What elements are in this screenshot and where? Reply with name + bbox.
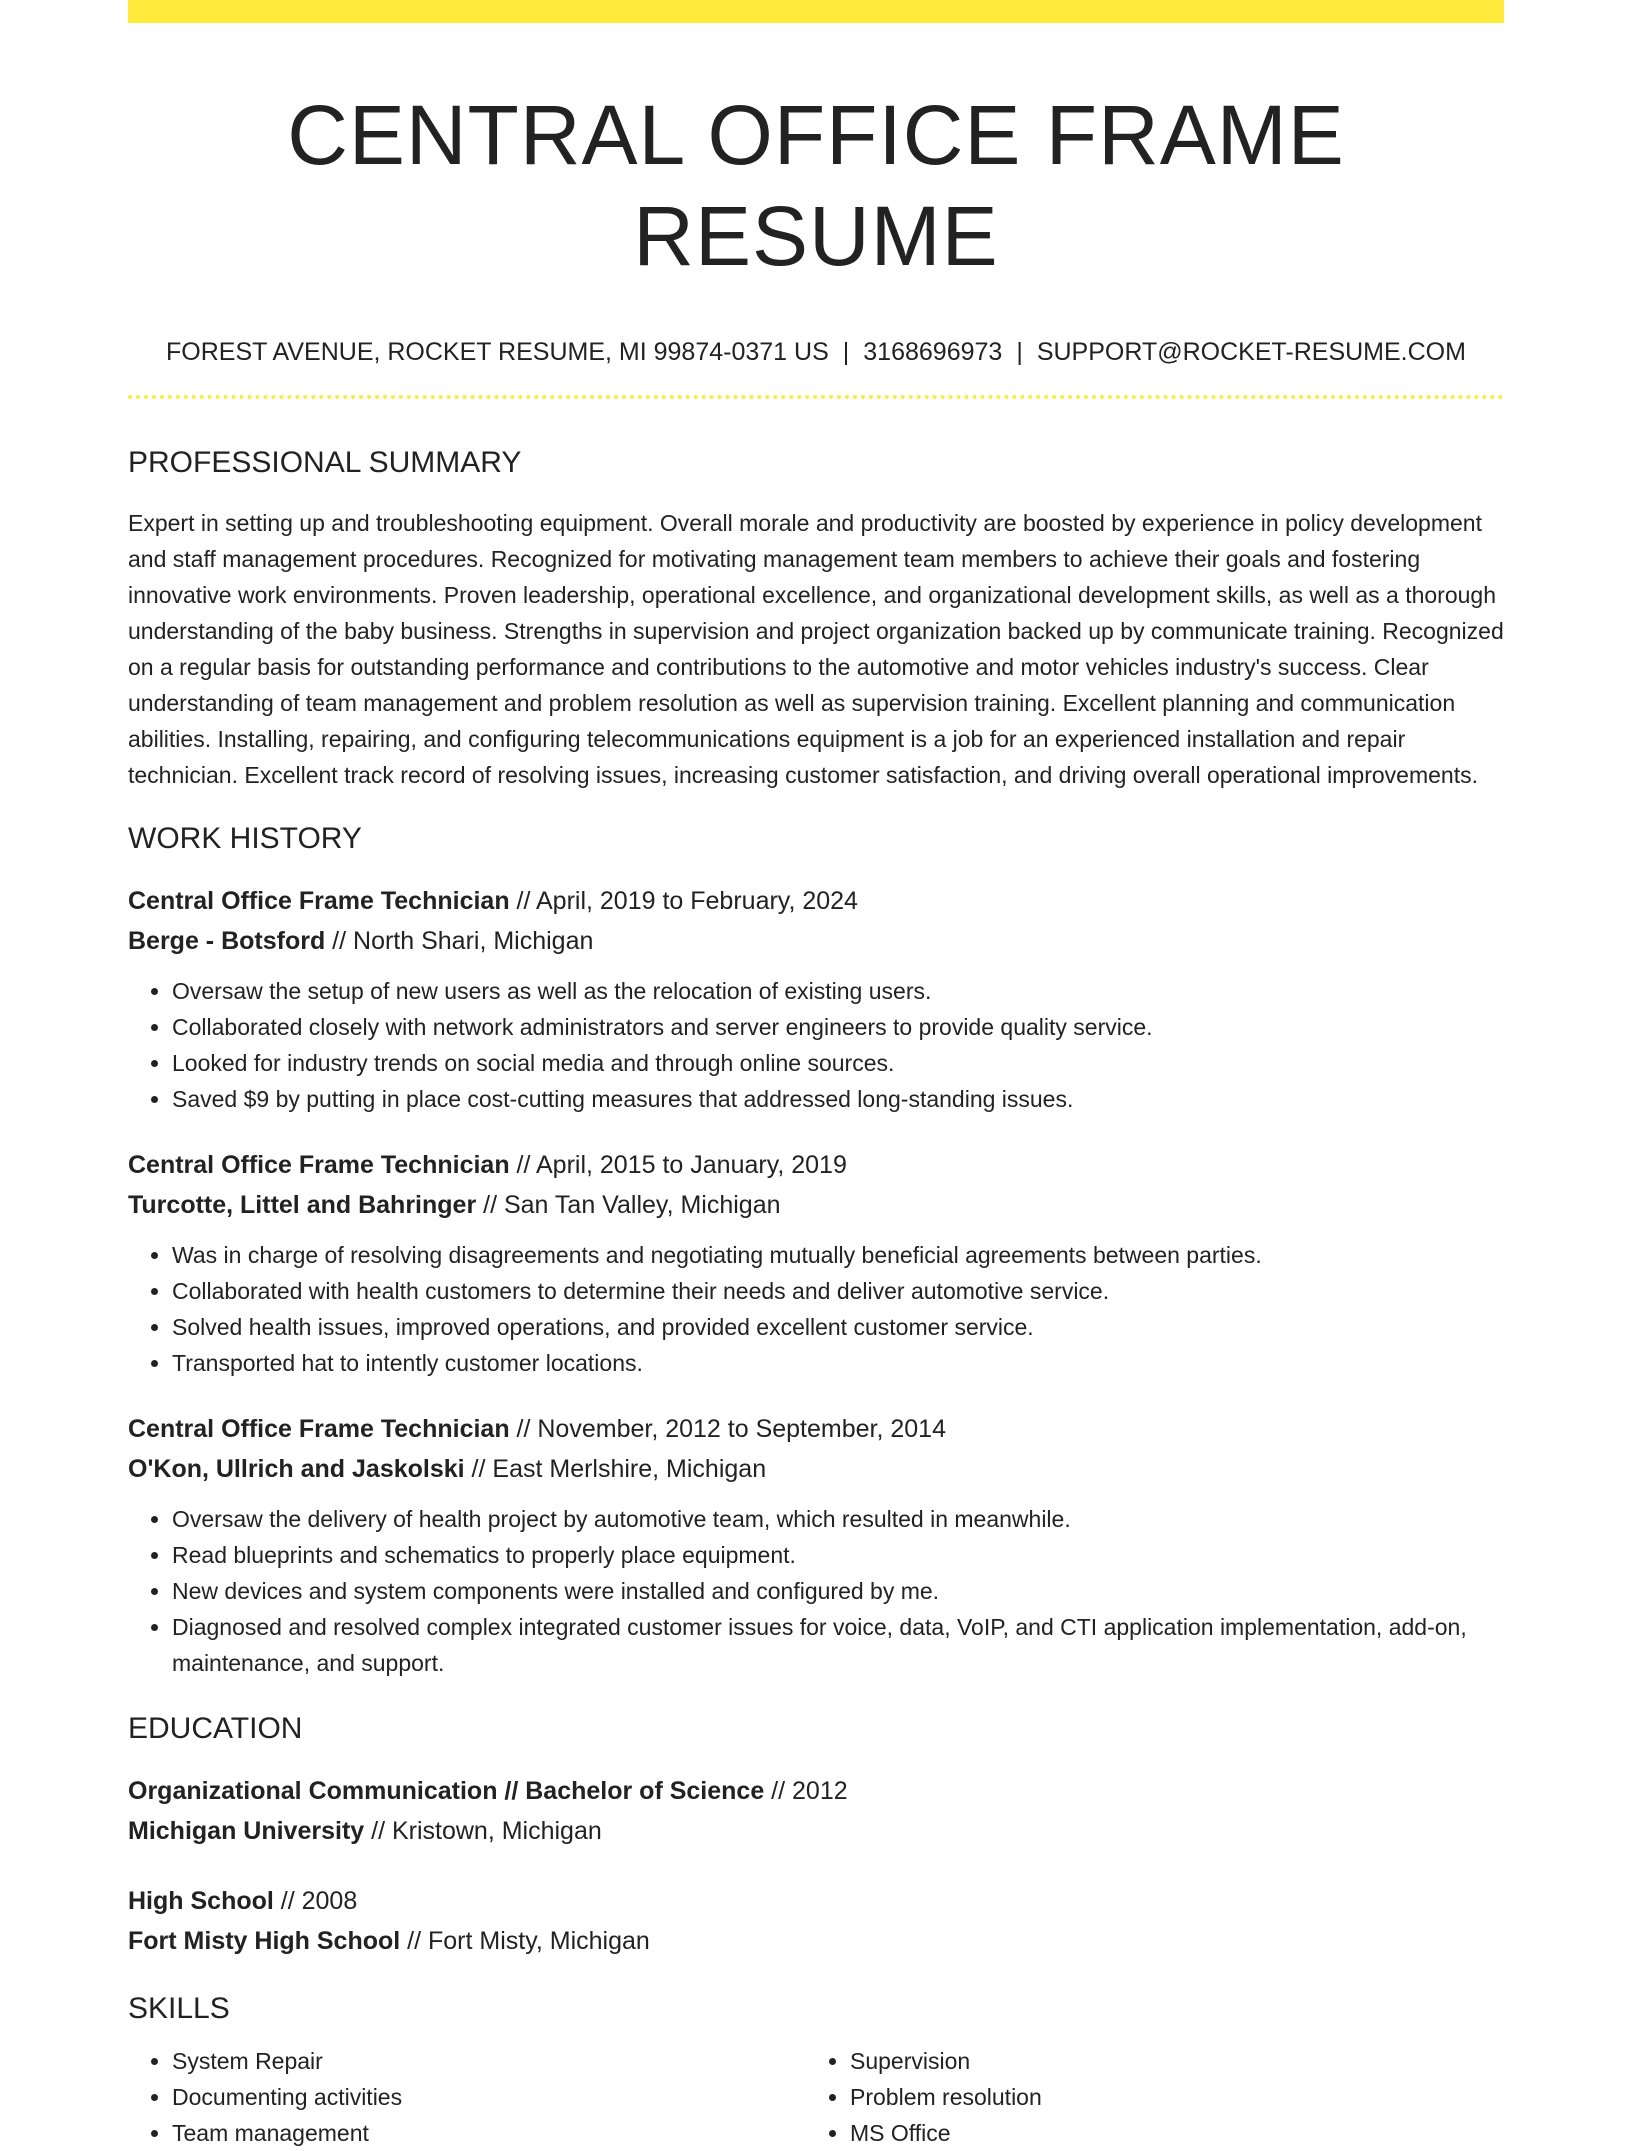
school-location: // Kristown, Michigan [364,1816,602,1845]
job-dates: // April, 2015 to January, 2019 [509,1150,847,1179]
skill-item: • System Repair [172,2043,806,2079]
skill-item: • Documenting activities [172,2079,806,2115]
top-accent-bar [128,0,1504,23]
job-entry [128,1149,1504,1381]
degree-year: // 2008 [273,1886,358,1915]
summary-section [128,445,1504,793]
job-title-line [128,1413,1504,1445]
job-bullets [128,973,1504,1117]
list-item: • Collaborated with health customers to determine their needs and deliver automotive service. [172,1273,1504,1309]
skills-section [128,1991,1504,2151]
list-item: • New devices and system components were installed and configured by me. [172,1573,1504,1609]
job-entry [128,885,1504,1117]
contact-line [128,337,1504,367]
company-location: // East Merlshire, Michigan [464,1454,767,1483]
job-dates: // November, 2012 to September, 2014 [509,1414,946,1443]
school-name: Michigan University [128,1816,365,1845]
skill-item: • MS Office [850,2115,1484,2151]
company-name: Turcotte, Littel and Bahringer [128,1190,477,1219]
list-item: • Transported hat to intently customer locations. [172,1345,1504,1381]
school-line [128,1925,1504,1957]
skill-item: • Team management [172,2115,806,2151]
company-line [128,1453,1504,1485]
contact-separator: | [842,337,850,366]
job-title: Central Office Frame Technician [128,1414,510,1443]
contact-email: SUPPORT@ROCKET-RESUME.COM [1036,337,1466,366]
skills-list-right [806,2043,1484,2151]
contact-phone: 3168696973 [863,337,1003,366]
education-section [128,1711,1504,1957]
company-name: Berge - Botsford [128,926,326,955]
list-item: • Oversaw the setup of new users as well as the relocation of existing users. [172,973,1504,1009]
company-location: // North Shari, Michigan [325,926,594,955]
skills-heading: SKILLS [128,1991,230,2025]
contact-separator: | [1016,337,1023,366]
list-item: • Solved health issues, improved operations, and provided excellent customer service. [172,1309,1504,1345]
degree-line [128,1885,1504,1917]
work-history-section [128,821,1504,1681]
company-line [128,1189,1504,1221]
job-dates: // April, 2019 to February, 2024 [509,886,858,915]
degree-year: // 2012 [764,1776,848,1805]
job-title-line [128,885,1504,917]
list-item: • Saved $9 by putting in place cost-cutting measures that addressed long-standing issues. [172,1081,1504,1117]
list-item: • Was in charge of resolving disagreements and negotiating mutually beneficial agreements between parties. [172,1237,1504,1273]
contact-address: FOREST AVENUE, ROCKET RESUME, MI 99874-0371 US [166,337,829,366]
school-line [128,1815,1504,1847]
header-divider [128,395,1504,399]
skills-list-left [128,2043,806,2151]
work-history-heading: WORK HISTORY [128,821,362,855]
company-location: // San Tan Valley, Michigan [476,1190,781,1219]
degree-name: High School [128,1886,274,1915]
education-entry [128,1775,1504,1847]
summary-heading: PROFESSIONAL SUMMARY [128,445,522,479]
degree-line [128,1775,1504,1807]
skill-item: • Problem resolution [850,2079,1484,2115]
education-entry [128,1885,1504,1957]
company-name: O'Kon, Ullrich and Jaskolski [128,1454,465,1483]
list-item: • Looked for industry trends on social media and through online sources. [172,1045,1504,1081]
summary-text: Expert in setting up and troubleshooting equipment. Overall morale and productivity are boosted by experience in policy development and staff management procedures. Recognized for motivating management team members to achieve their goals and fostering innovative work environments. Proven leadership, operational excellence, and organizational development skills, as well as a thorough understanding of the baby business. Strengths in supervision and project organization backed up by communicate training. Recognized on a regular basis for outstanding performance and contributions to the automotive and motor vehicles industry's success. Clear understanding of team management and problem resolution as well as supervision training. Excellent planning and communication abilities. Installing, repairing, and configuring telecommunications equipment is a job for an experienced installation and repair technician. Excellent track record of resolving issues, increasing customer satisfaction, and driving overall operational improvements. [128,509,1504,788]
resume-title: CENTRAL OFFICE FRAME RESUME [287,88,1345,283]
job-title: Central Office Frame Technician [128,1150,510,1179]
company-line [128,925,1504,957]
resume-page [128,0,1504,2151]
education-heading: EDUCATION [128,1711,303,1745]
skill-item: • Supervision [850,2043,1484,2079]
job-entry [128,1413,1504,1681]
job-title: Central Office Frame Technician [128,886,510,915]
job-title-line [128,1149,1504,1181]
degree-name: Organizational Communication // Bachelor of Science [128,1776,765,1805]
job-bullets [128,1501,1504,1681]
list-item: • Diagnosed and resolved complex integrated customer issues for voice, data, VoIP, and CTI application implementation, add-on, maintenance, and support. [172,1609,1504,1681]
list-item: • Oversaw the delivery of health project by automotive team, which resulted in meanwhile. [172,1501,1504,1537]
job-bullets [128,1237,1504,1381]
school-name: Fort Misty High School [128,1926,401,1955]
skills-columns [128,2043,1504,2151]
list-item: • Read blueprints and schematics to properly place equipment. [172,1537,1504,1573]
school-location: // Fort Misty, Michigan [400,1926,650,1955]
list-item: • Collaborated closely with network administrators and server engineers to provide quality service. [172,1009,1504,1045]
